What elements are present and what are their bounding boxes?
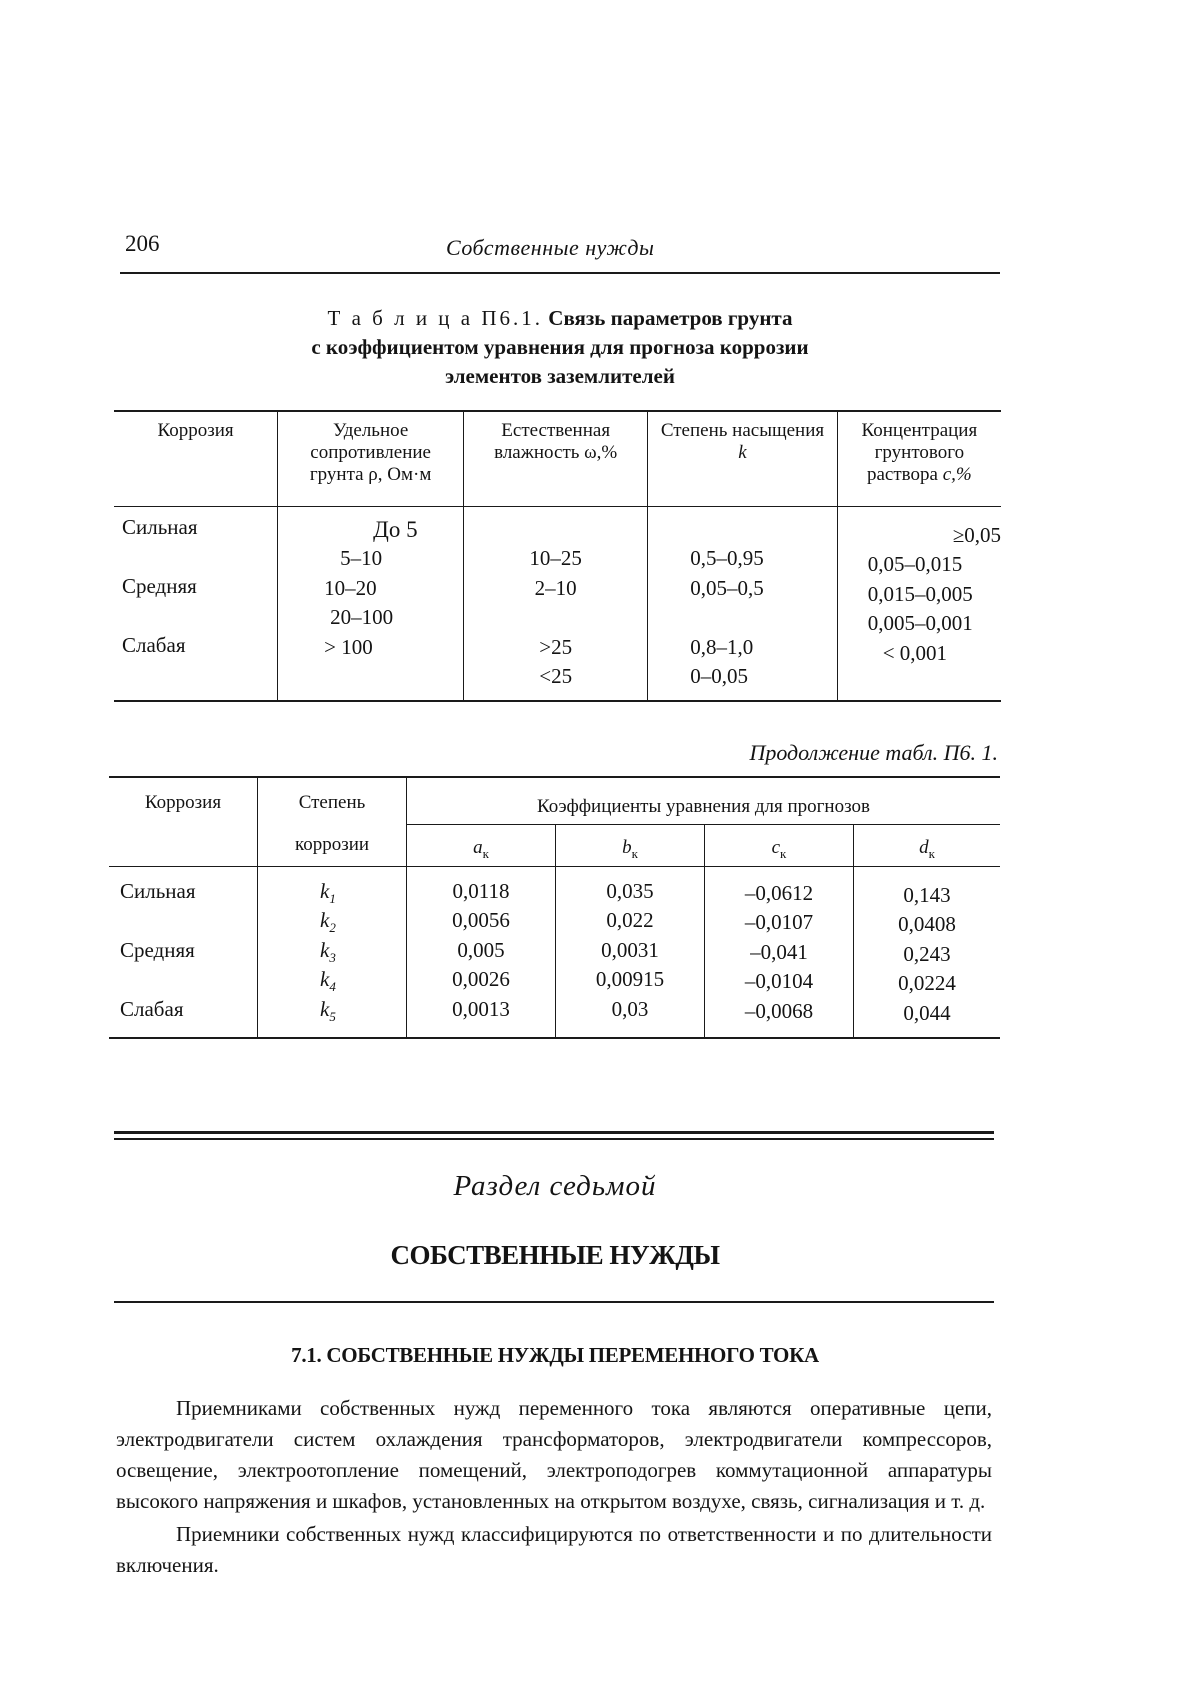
table2-header-c: $c_к$ [705,824,854,866]
t2-c-1: –0,0107 [744,910,814,934]
t1-conc-0: ≥0,05 [952,522,1001,547]
table2-continuation: Продолжение табл. П6. 1. [749,740,998,765]
t2-b-4: 0,03 [611,996,649,1021]
page-number: 206 [125,231,160,256]
table1-col-resistivity [278,506,464,701]
table1 [114,410,1001,702]
table1-header-resistivity: Удельное сопротивление грунта ρ, Ом·м [278,411,464,506]
t2-a-1: 0,0056 [452,908,510,932]
table2-header-row1 [109,777,1000,824]
t2-b-0: 0,035 [606,878,654,903]
subsection-title: 7.1. СОБСТВЕННЫЕ НУЖДЫ ПЕРЕМЕННОГО ТОКА [291,1343,819,1367]
table2-header-corrosion: Коррозия [109,777,258,866]
t1-res-1: 5–10 [340,546,383,570]
t2-d-2: 0,243 [903,941,951,966]
t2-corrosion-medium: Средняя [120,937,195,962]
t2-corrosion-strong: Сильная [120,878,196,903]
t2-b-2: 0,0031 [601,937,659,962]
t1-res-4: > 100 [324,634,373,659]
t1-conc-3: 0,005–0,001 [867,611,973,635]
table1-col-concentration [837,506,1001,701]
table1-body-row [114,506,1001,701]
t1-sat-0: 0,5–0,95 [690,546,764,570]
t1-res-2: 10–20 [324,575,377,600]
t1-res-0: До 5 [373,516,418,542]
t2-corrosion-weak: Слабая [120,996,184,1021]
t1-hum-3: <25 [539,664,573,688]
t1-conc-2: 0,015–0,005 [867,581,973,606]
section-title: Раздел седьмой [453,1170,657,1202]
t2-k-3: $k_3$ [320,937,336,965]
table1-header-corrosion: Коррозия [114,411,278,506]
table2-col-a [407,866,556,1038]
table2-header-degree-bottom: коррозии [258,824,407,866]
table2-col-corrosion [109,866,258,1038]
table1-caption-line3: элементов заземлителей [445,364,675,388]
t1-sat-3: 0–0,05 [690,664,748,688]
t1-conc-4: < 0,001 [882,640,948,665]
table1-header-row [114,411,1001,506]
t2-k-1: $k_1$ [320,878,336,906]
t2-c-3: –0,0104 [744,969,814,993]
table2-header-b: $b_к$ [556,824,705,866]
t1-sat-1: 0,05–0,5 [690,575,764,600]
t1-conc-1: 0,05–0,015 [867,552,963,576]
t2-c-0: –0,0612 [744,880,814,905]
table1-col-corrosion [114,506,278,701]
t2-c-2: –0,041 [750,939,808,964]
body-text [116,1393,992,1581]
t1-corrosion-strong: Сильная [122,514,198,539]
t2-c-4: –0,0068 [744,998,814,1023]
table1-caption-prefix: Т а б л и ц а П6.1. [327,306,544,330]
table1-caption-line2: с коэффициентом уравнения для прогноза коррозии [311,335,809,359]
t1-hum-2: >25 [539,634,573,659]
t2-d-0: 0,143 [903,882,951,907]
header-rule [120,272,1000,274]
t2-d-3: 0,0224 [898,971,956,995]
t2-b-1: 0,022 [606,908,654,932]
table1-caption [200,304,920,391]
section-name: СОБСТВЕННЫЕ НУЖДЫ [390,1240,720,1270]
table2 [109,776,1000,1039]
table2-header-a: $a_к$ [407,824,556,866]
t2-k-5: $k_5$ [320,996,336,1024]
t1-sat-2: 0,8–1,0 [690,634,754,659]
t2-a-4: 0,0013 [452,996,510,1021]
t1-corrosion-weak: Слабая [122,632,186,657]
t2-k-2: $k_2$ [320,908,336,936]
t2-b-3: 0,00915 [595,967,665,991]
table1-caption-line1: Связь параметров грунта [548,306,793,330]
paragraph-1: Приемниками собственных нужд переменного тока являются оперативные цепи, электродвигатели систем охлаждения трансформаторов, электродвигатели компрессоров, освещение, электроотопление помещений, электроподогрев коммутационной аппаратуры высокого напряжения и шкафов, установленных на открытом воздухе, связь, сигнализация и т. д. [116,1396,992,1513]
table2-header-degree-top: Степень [258,777,407,824]
table1-col-saturation [648,506,837,701]
running-title: Собственные нужды [446,235,655,260]
t1-hum-1: 2–10 [534,575,577,600]
table2-body-row [109,866,1000,1038]
table2-col-c [705,866,854,1038]
section-rule [114,1301,994,1303]
t2-d-4: 0,044 [903,1000,951,1025]
t1-hum-0: 10–25 [529,546,582,570]
section-double-rule-top [114,1131,994,1134]
t1-res-3: 20–100 [330,605,394,629]
table2-col-degree [258,866,407,1038]
paragraph-2: Приемники собственных нужд классифицируются по ответственности и по длительности включения. [116,1522,992,1577]
t2-a-3: 0,0026 [452,967,510,991]
section-double-rule-bottom [114,1138,994,1140]
table1-header-saturation: Степень насыщения k [648,411,837,506]
t2-a-2: 0,005 [457,937,505,962]
table2-header-coeffs: Коэффициенты уравнения для прогнозов [407,777,1001,824]
table1-header-humidity: Естественная влажность ω,% [464,411,648,506]
t2-d-1: 0,0408 [898,912,956,936]
table2-header-d: $d_к$ [919,836,935,861]
t2-a-0: 0,0118 [452,878,510,903]
t2-k-4: $k_4$ [320,967,336,995]
table1-header-concentration: Концентрация грунтового раствора c,% [861,420,978,485]
table2-col-b [556,866,705,1038]
table2-col-d [854,866,1001,1038]
t1-corrosion-medium: Средняя [122,573,197,598]
table1-col-humidity [464,506,648,701]
